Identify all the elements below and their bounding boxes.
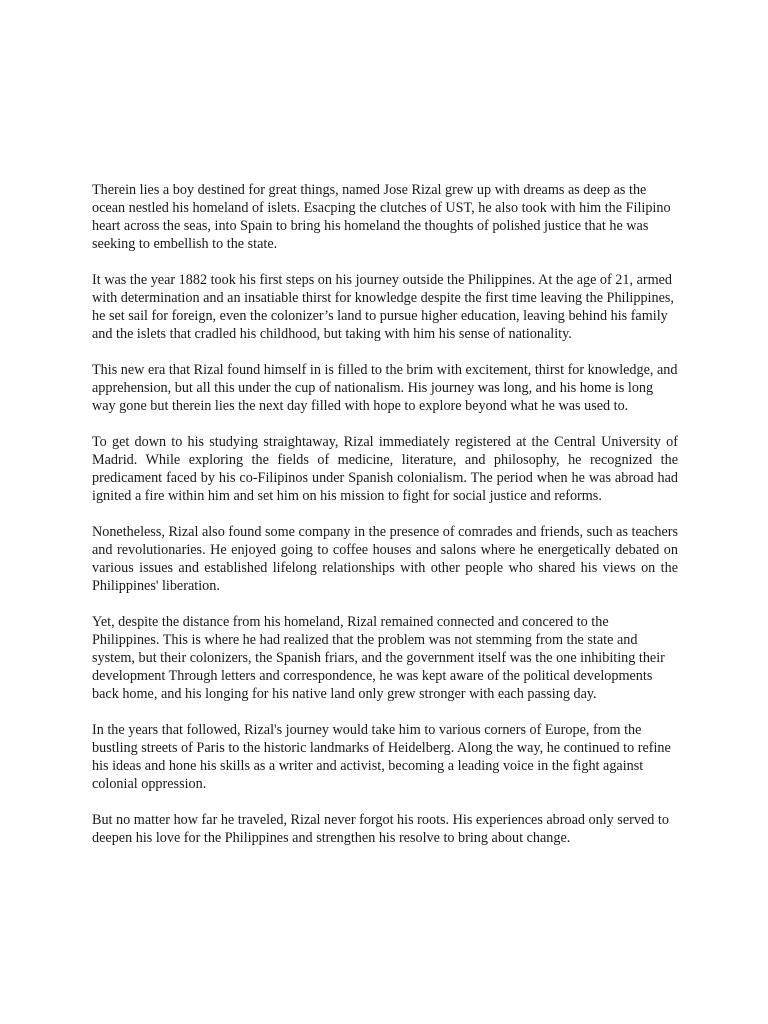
paragraph-2: It was the year 1882 took his first steps on his journey outside the Philippines. At the age of 21, armed with determination and an insatiable thirst for knowledge despite the first time leaving the Philippines, he set sail for foreign, even the colonizer’s land to pursue higher education, leaving behind his family and the islets that cradled his childhood, but taking with him his sense of nationality. [92, 272, 674, 342]
paragraph-8: But no matter how far he traveled, Rizal never forgot his roots. His experiences abroad only served to deepen his love for the Philippines and strengthen his resolve to bring about change. [92, 812, 669, 846]
paragraph-5: Nonetheless, Rizal also found some company in the presence of comrades and friends, such as teachers and revolutionaries. He enjoyed going to coffee houses and salons where he energetically debated on various issues and established lifelong relationships with other people who shared his views on the Philippines' liberation. [92, 524, 678, 594]
document-body [92, 181, 678, 865]
paragraph-4: To get down to his studying straightaway, Rizal immediately registered at the Central University of Madrid. While exploring the fields of medicine, literature, and philosophy, he recognized the predicament faced by his co-Filipinos under Spanish colonialism. The period when he was abroad had ignited a fire within him and set him on his mission to fight for social justice and reforms. [92, 434, 678, 504]
paragraph-7: In the years that followed, Rizal's journey would take him to various corners of Europe, from the bustling streets of Paris to the historic landmarks of Heidelberg. Along the way, he continued to refine his ideas and hone his skills as a writer and activist, becoming a leading voice in the fight against colonial oppression. [92, 722, 671, 792]
paragraph-6: Yet, despite the distance from his homeland, Rizal remained connected and concered to the Philippines. This is where he had realized that the problem was not stemming from the state and system, but their colonizers, the Spanish friars, and the government itself was the one inhibiting their development Through letters and correspondence, he was kept aware of the political developments back home, and his longing for his native land only grew stronger with each passing day. [92, 614, 665, 702]
paragraph-3: This new era that Rizal found himself in is filled to the brim with excitement, thirst for knowledge, and apprehension, but all this under the cup of nationalism. His journey was long, and his home is long way gone but therein lies the next day filled with hope to explore beyond what he was used to. [92, 362, 678, 414]
paragraph-1: Therein lies a boy destined for great things, named Jose Rizal grew up with dreams as deep as the ocean nestled his homeland of islets. Esacping the clutches of UST, he also took with him the Filipino heart across the seas, into Spain to bring his homeland the thoughts of polished justice that he was seeking to embellish to the state. [92, 182, 671, 252]
